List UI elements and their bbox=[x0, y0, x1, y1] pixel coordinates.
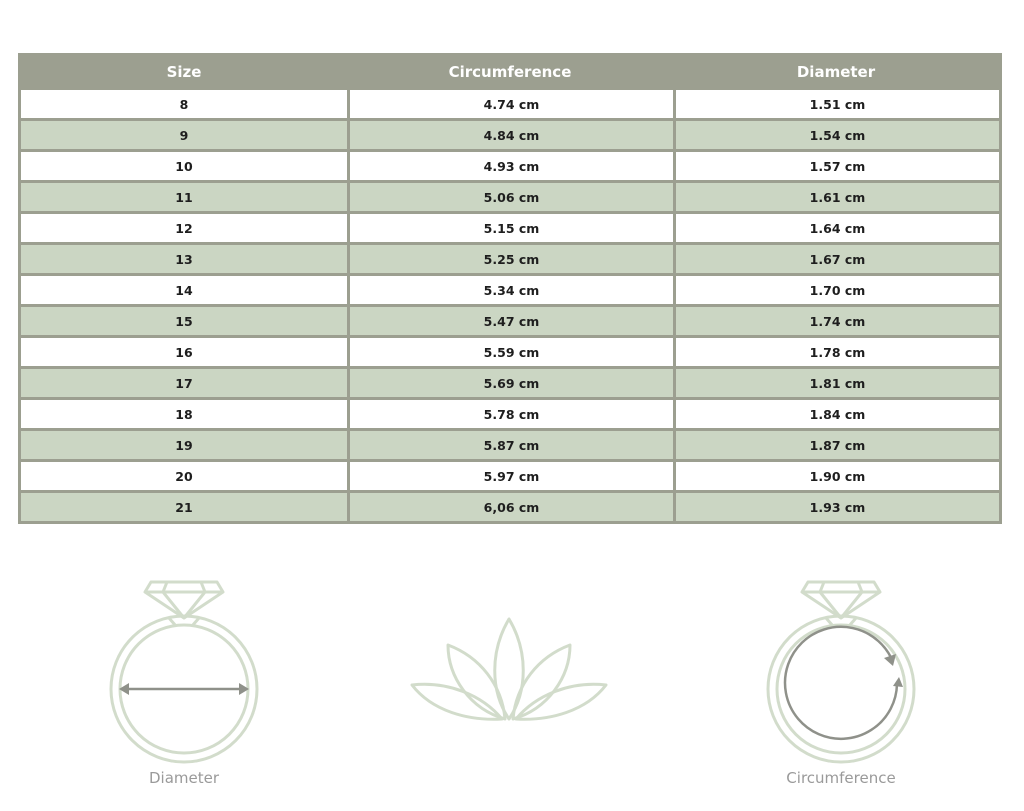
cell-size: 11 bbox=[21, 183, 347, 214]
lotus-leaf-icon bbox=[408, 615, 610, 725]
cell-diameter: 1.64 cm bbox=[673, 214, 999, 245]
cell-size: 20 bbox=[21, 462, 347, 493]
table-row bbox=[21, 183, 999, 214]
cell-size: 21 bbox=[21, 493, 347, 521]
table-row bbox=[21, 338, 999, 369]
table-row bbox=[21, 462, 999, 493]
cell-diameter: 1.93 cm bbox=[673, 493, 999, 521]
cell-circumference: 5.15 cm bbox=[347, 214, 673, 245]
header-diameter: Diameter bbox=[673, 53, 999, 90]
table-row bbox=[21, 276, 999, 307]
table-header-row bbox=[21, 53, 999, 90]
cell-size: 8 bbox=[21, 90, 347, 121]
cell-circumference: 4.74 cm bbox=[347, 90, 673, 121]
cell-diameter: 1.61 cm bbox=[673, 183, 999, 214]
table-row bbox=[21, 214, 999, 245]
cell-diameter: 1.74 cm bbox=[673, 307, 999, 338]
cell-circumference: 5.87 cm bbox=[347, 431, 673, 462]
cell-diameter: 1.78 cm bbox=[673, 338, 999, 369]
cell-diameter: 1.57 cm bbox=[673, 152, 999, 183]
diameter-caption: Diameter bbox=[148, 769, 220, 787]
cell-circumference: 4.84 cm bbox=[347, 121, 673, 152]
cell-circumference: 5.25 cm bbox=[347, 245, 673, 276]
cell-size: 15 bbox=[21, 307, 347, 338]
cell-diameter: 1.70 cm bbox=[673, 276, 999, 307]
cell-size: 12 bbox=[21, 214, 347, 245]
cell-size: 17 bbox=[21, 369, 347, 400]
cell-diameter: 1.90 cm bbox=[673, 462, 999, 493]
table-row bbox=[21, 493, 999, 521]
cell-size: 10 bbox=[21, 152, 347, 183]
cell-size: 16 bbox=[21, 338, 347, 369]
table-row bbox=[21, 400, 999, 431]
header-size: Size bbox=[21, 53, 347, 90]
cell-diameter: 1.67 cm bbox=[673, 245, 999, 276]
cell-diameter: 1.54 cm bbox=[673, 121, 999, 152]
cell-circumference: 5.69 cm bbox=[347, 369, 673, 400]
cell-size: 13 bbox=[21, 245, 347, 276]
header-circumference: Circumference bbox=[347, 53, 673, 90]
cell-diameter: 1.51 cm bbox=[673, 90, 999, 121]
cell-diameter: 1.84 cm bbox=[673, 400, 999, 431]
cell-size: 9 bbox=[21, 121, 347, 152]
cell-size: 14 bbox=[21, 276, 347, 307]
circumference-caption: Circumference bbox=[786, 769, 896, 787]
table-row bbox=[21, 431, 999, 462]
table-row bbox=[21, 121, 999, 152]
cell-circumference: 5.06 cm bbox=[347, 183, 673, 214]
table-row bbox=[21, 245, 999, 276]
table-row bbox=[21, 369, 999, 400]
table-row bbox=[21, 307, 999, 338]
cell-size: 19 bbox=[21, 431, 347, 462]
ring-diameter-icon bbox=[103, 574, 265, 764]
table-row bbox=[21, 90, 999, 121]
cell-circumference: 4.93 cm bbox=[347, 152, 673, 183]
cell-circumference: 5.78 cm bbox=[347, 400, 673, 431]
cell-circumference: 5.97 cm bbox=[347, 462, 673, 493]
table-row bbox=[21, 152, 999, 183]
cell-circumference: 6,06 cm bbox=[347, 493, 673, 521]
cell-diameter: 1.81 cm bbox=[673, 369, 999, 400]
ring-circumference-icon bbox=[760, 574, 922, 764]
table-body bbox=[21, 90, 999, 521]
cell-diameter: 1.87 cm bbox=[673, 431, 999, 462]
cell-size: 18 bbox=[21, 400, 347, 431]
cell-circumference: 5.47 cm bbox=[347, 307, 673, 338]
cell-circumference: 5.59 cm bbox=[347, 338, 673, 369]
ring-size-table bbox=[18, 53, 1002, 524]
cell-circumference: 5.34 cm bbox=[347, 276, 673, 307]
